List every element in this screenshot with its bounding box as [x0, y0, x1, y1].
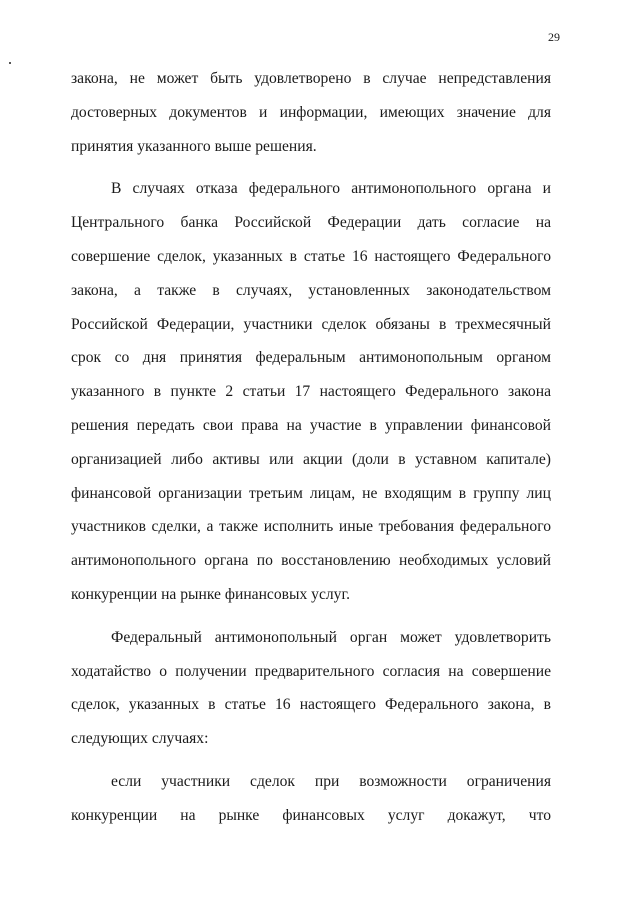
text-line: достоверных документов и информации, имеющих значение для: [71, 103, 551, 121]
paragraph-1: [71, 62, 551, 163]
text-line: решения передать свои права на участие в управлении финансовой: [71, 416, 551, 434]
text-line: если участники сделок при возможности ограничения: [111, 772, 551, 790]
text-line: В случаях отказа федерального антимонопольного органа и: [111, 180, 551, 198]
margin-mark: [9, 62, 11, 64]
text-line: Российской Федерации, участники сделок обязаны в трехмесячный: [71, 315, 551, 333]
document-body: [71, 62, 551, 833]
text-line: принятия указанного выше решения.: [71, 137, 317, 155]
paragraph-2: [71, 172, 551, 611]
text-line: финансовой организации третьим лицам, не входящим в группу лиц: [71, 484, 551, 502]
page-number: 29: [548, 30, 560, 44]
text-line: сделок, указанных в статье 16 настоящего Федерального закона, в: [71, 696, 551, 714]
text-line: конкуренции на рынке финансовых услуг докажут, что: [71, 806, 551, 824]
text-line: организацией либо активы или акции (доли в уставном капитале): [71, 450, 551, 468]
paragraph-3: [71, 621, 551, 756]
text-line: конкуренции на рынке финансовых услуг.: [71, 585, 351, 603]
text-line: закона, а также в случаях, установленных законодательством: [71, 281, 551, 299]
text-line: указанного в пункте 2 статьи 17 настоящего Федерального закона: [71, 383, 551, 401]
text-line: ходатайство о получении предварительного согласия на совершение: [71, 662, 551, 680]
paragraph-4: [71, 765, 551, 833]
text-line: антимонопольного органа по восстановлению необходимых условий: [71, 552, 551, 570]
text-line: следующих случаях:: [71, 730, 209, 748]
text-line: совершение сделок, указанных в статье 16 настоящего Федерального: [71, 247, 551, 265]
text-line: срок со дня принятия федеральным антимонопольным органом: [71, 349, 551, 367]
text-line: закона, не может быть удовлетворено в случае непредставления: [71, 70, 551, 87]
text-line: Федеральный антимонопольный орган может удовлетворить: [111, 628, 551, 646]
text-line: участников сделки, а также исполнить иные требования федерального: [71, 518, 551, 536]
text-line: Центрального банка Российской Федерации дать согласие на: [71, 214, 551, 232]
